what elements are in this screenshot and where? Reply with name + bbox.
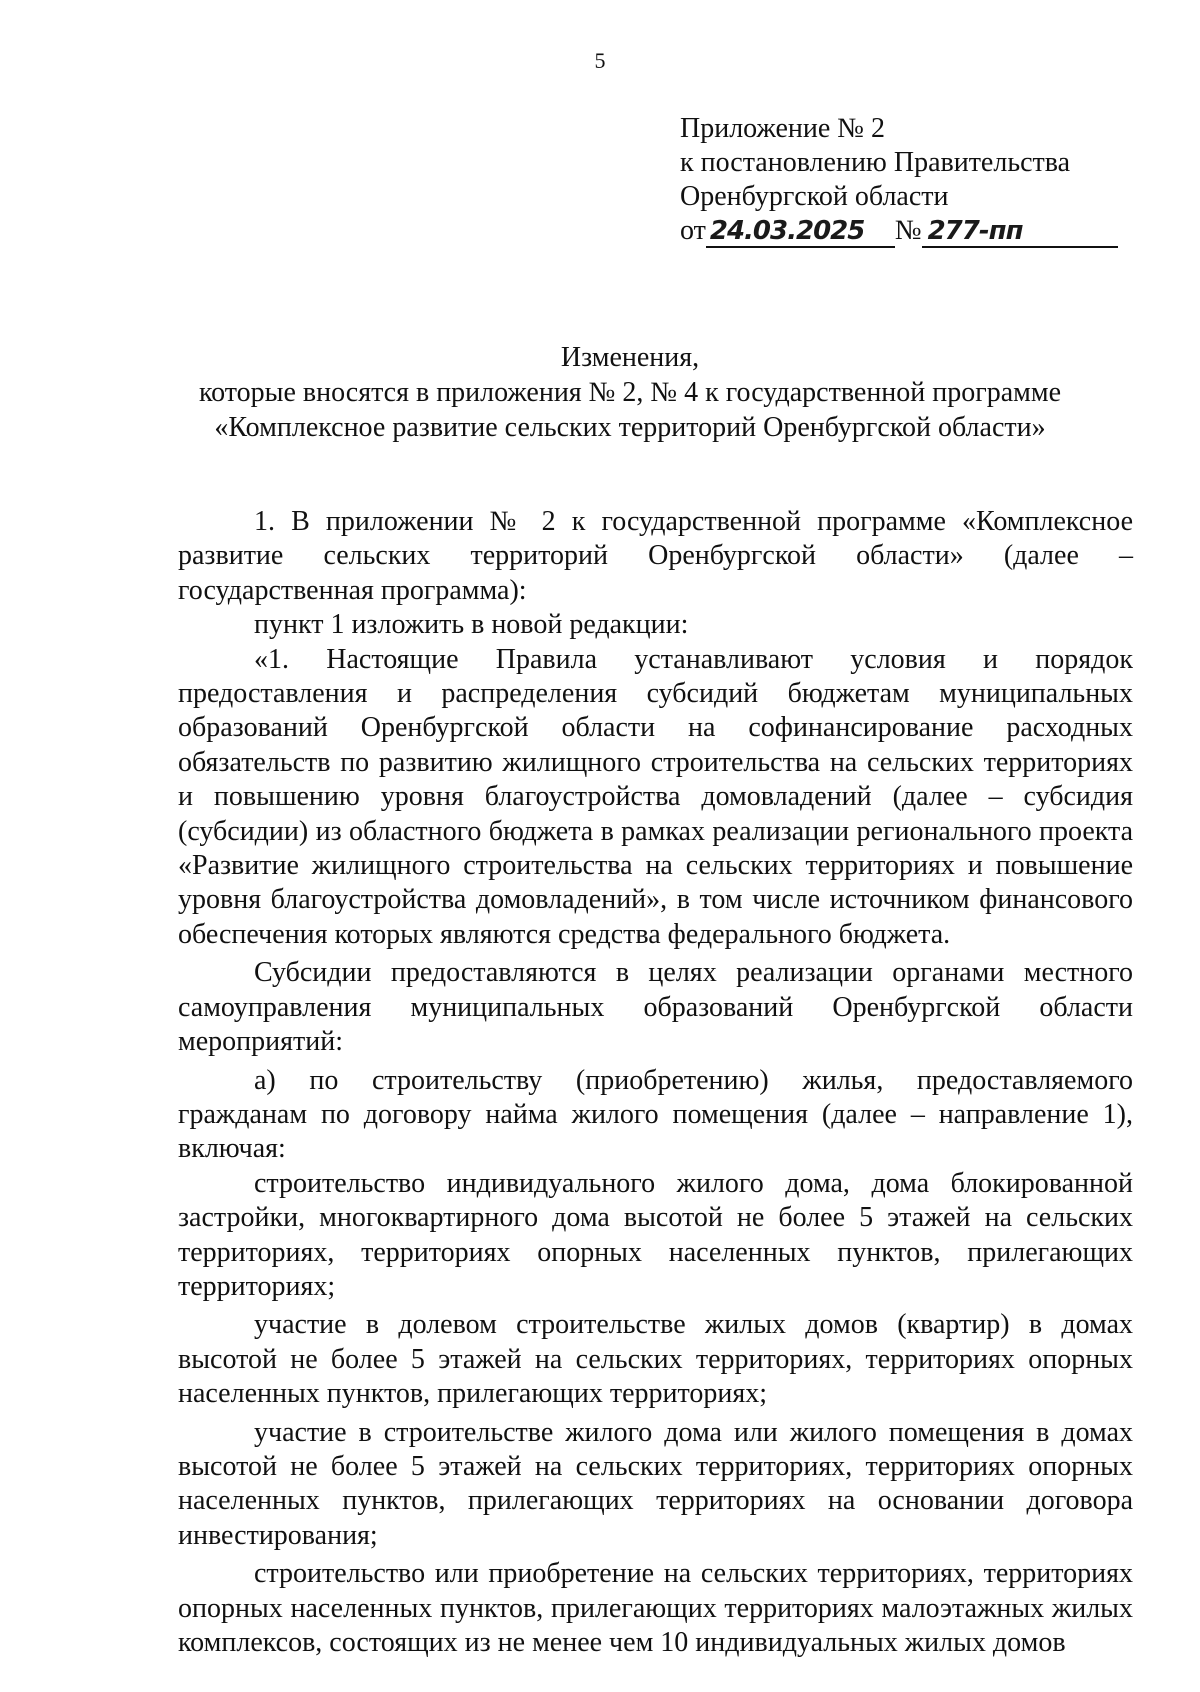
paragraph-5: а) по строительству (приобретению) жилья, предоставляемого гражданам по договору найма жилого помещения (далее – направление 1), включая: [178, 1064, 1133, 1165]
number-field [922, 216, 1118, 248]
paragraph-2: пункт 1 изложить в новой редакции: [254, 609, 689, 641]
appendix-region: Оренбургской области [680, 181, 949, 212]
handwritten-number: 277-пп [927, 216, 1023, 246]
paragraph-4: Субсидии предоставляются в целях реализации органами местного самоуправления муниципальных образований Оренбургской области мероприятий: [178, 957, 1133, 1058]
paragraph-7: участие в долевом строительстве жилых домов (квартир) в домах высотой не более 5 этажей на сельских территориях, территориях опорных населенных пунктов, прилегающих территориях; [178, 1309, 1133, 1410]
document-body [178, 505, 1133, 1660]
date-field [706, 216, 895, 248]
appendix-header [680, 112, 1100, 248]
paragraph-1: 1. В приложении № 2 к государственной программе «Комплексное развитие сельских территорий Оренбургской области» (далее – государственная программа): [178, 506, 1133, 606]
appendix-title: Приложение № 2 [680, 113, 885, 144]
page-number: 5 [594, 48, 606, 73]
appendix-date-line [680, 214, 1100, 248]
document-title [150, 340, 1110, 445]
appendix-resolution: к постановлению Правительства [680, 147, 1071, 178]
title-line-3: «Комплексное развитие сельских территорий Оренбургской области» [214, 412, 1046, 443]
paragraph-9: строительство или приобретение на сельских территориях, территориях опорных населенных пунктов, прилегающих территориях малоэтажных жилых комплексов, состоящих из не менее чем 10 индивидуальных жилых домов [178, 1558, 1133, 1658]
paragraph-3: «1. Настоящие Правила устанавливают условия и порядок предоставления и распределения субсидий бюджетам муниципальных образований Оренбургской области на софинансирование расходных обязательств по развитию жилищного строительства на сельских территориях и повышению уровня благоустройства домовладений (далее – субсидия (субсидии) из областного бюджета в рамках реализации регионального проекта «Развитие жилищного строительства на сельских территориях и повышение уровня благоустройства домовладений», в том числе источником финансового обеспечения которых являются средства федерального бюджета. [178, 643, 1133, 950]
date-prefix: от [680, 215, 706, 246]
handwritten-date: 24.03.2025 [709, 216, 865, 246]
number-sign: № [894, 215, 922, 246]
paragraph-8: участие в строительстве жилого дома или жилого помещения в домах высотой не более 5 этажей на сельских территориях, территориях опорных населенных пунктов, прилегающих территориях на основании договора инвестирования; [178, 1416, 1133, 1551]
title-line-1: Изменения, [560, 342, 700, 373]
title-line-2: которые вносятся в приложения № 2, № 4 к государственной программе [198, 377, 1062, 408]
paragraph-6: строительство индивидуального жилого дома, дома блокированной застройки, многоквартирного дома высотой не более 5 этажей на сельских территориях, территориях опорных населенных пунктов, прилегающих территориях; [178, 1167, 1133, 1302]
